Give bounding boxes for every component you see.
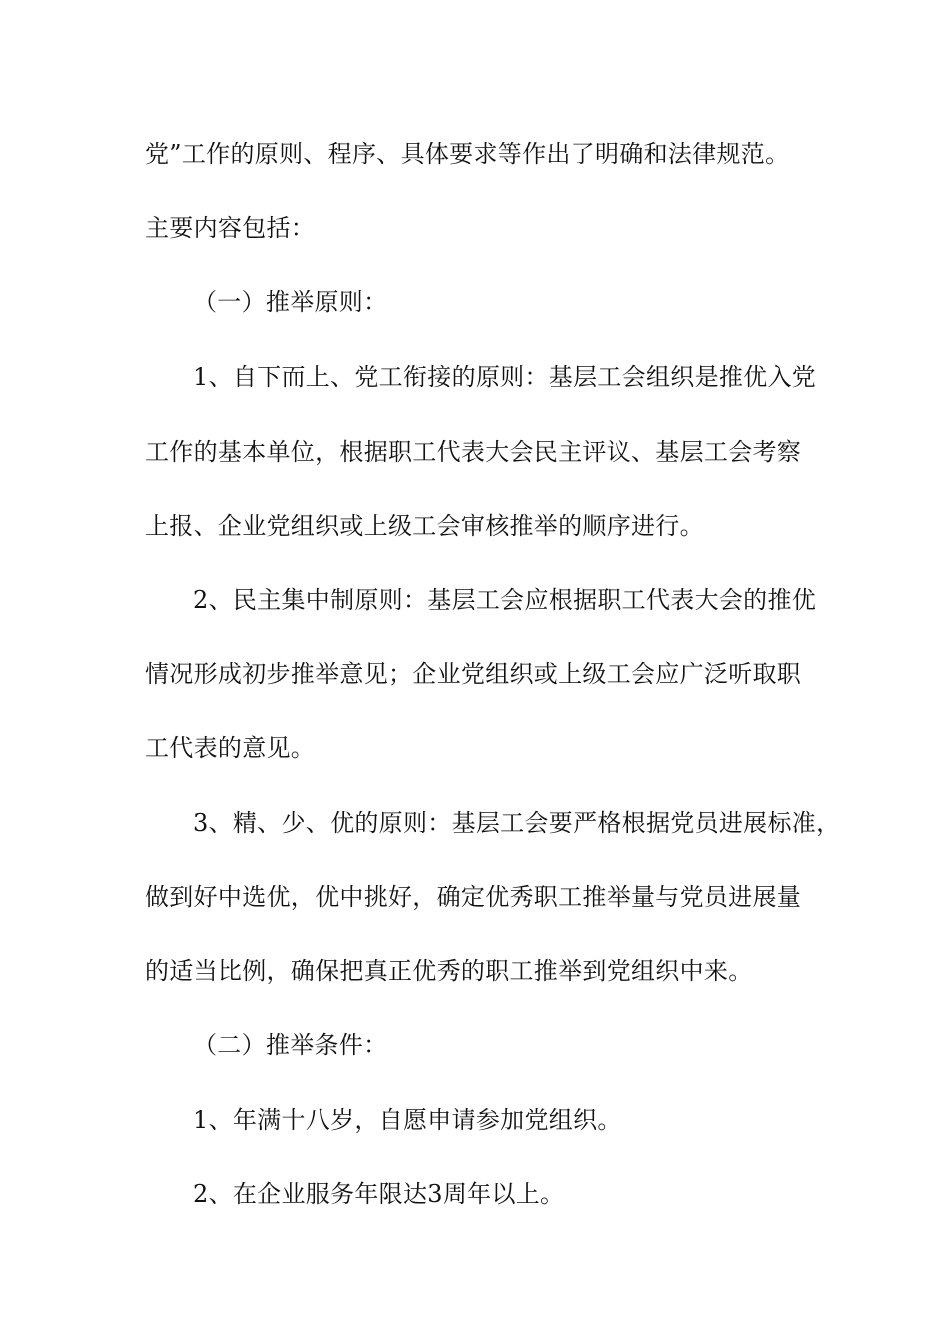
- body-text-line: 工代表的意见。: [145, 734, 316, 762]
- body-text-line: 党”工作的原则、程序、具体要求等作出了明确和法律规范。: [145, 140, 790, 168]
- body-text-line: 主要内容包括：: [145, 214, 316, 242]
- list-item: 3、精、少、优的原则：基层工会要严格根据党员进展标准，: [193, 809, 841, 837]
- body-text-line: 工作的基本单位，根据职工代表大会民主评议、基层工会考察: [145, 438, 802, 466]
- section-heading: （二）推举条件：: [193, 1031, 388, 1059]
- list-item: 2、在企业服务年限达3周年以上。: [193, 1180, 565, 1208]
- body-text-line: 情况形成初步推举意见；企业党组织或上级工会应广泛听取职: [145, 660, 802, 688]
- body-text-line: 做到好中选优，优中挑好，确定优秀职工推举量与党员进展量: [145, 883, 802, 911]
- body-text-line: 的适当比例，确保把真正优秀的职工推举到党组织中来。: [145, 957, 753, 985]
- section-heading: （一）推举原则：: [193, 288, 388, 316]
- list-item: 2、民主集中制原则：基层工会应根据职工代表大会的推优: [193, 586, 817, 614]
- list-item: 1、自下而上、党工衔接的原则：基层工会组织是推优入党: [193, 363, 817, 391]
- body-text-line: 上报、企业党组织或上级工会审核推举的顺序进行。: [145, 512, 704, 540]
- list-item: 1、年满十八岁，自愿申请参加党组织。: [193, 1106, 622, 1134]
